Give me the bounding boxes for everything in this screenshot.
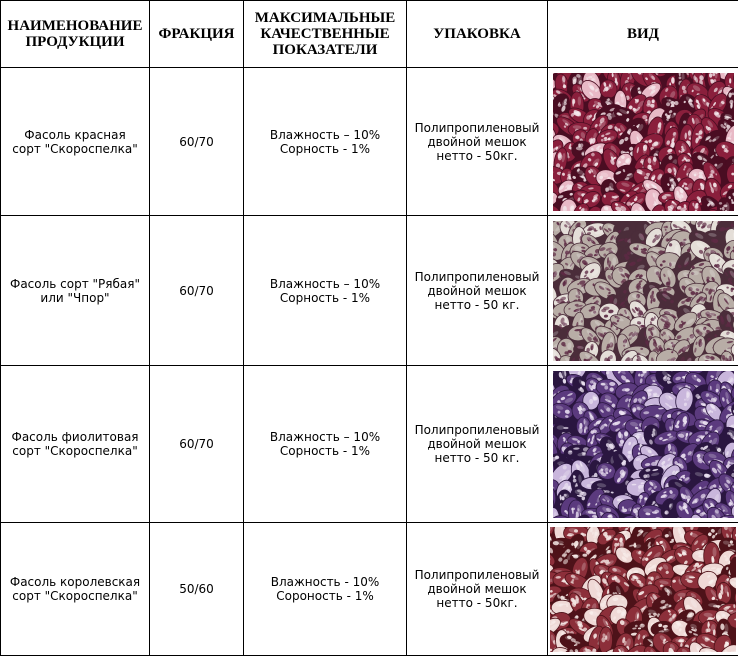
packaging-value: Полипропиленовый двойной мешок нетто - 50 кг. xyxy=(407,366,548,523)
speckled-beans-photo xyxy=(553,221,734,361)
fraction-value: 50/60 xyxy=(150,523,244,656)
header-quality: МАКСИМАЛЬНЫЕ КАЧЕСТВЕННЫЕ ПОКАЗАТЕЛИ xyxy=(244,1,407,68)
product-name: Фасоль фиолитовая сорт "Скороспелка" xyxy=(1,366,150,523)
violet-beans-photo xyxy=(553,371,734,518)
header-view: ВИД xyxy=(548,1,738,68)
quality-values: Влажность - 10% Сороность - 1% xyxy=(244,523,407,656)
quality-values: Влажность – 10% Сорность - 1% xyxy=(244,366,407,523)
table-row xyxy=(1,68,738,216)
photo-cell xyxy=(548,366,738,523)
header-row xyxy=(1,1,738,68)
photo-cell xyxy=(548,216,738,366)
photo-cell xyxy=(548,68,738,216)
fraction-value: 60/70 xyxy=(150,216,244,366)
royal-beans-photo xyxy=(550,527,736,652)
red-beans-photo xyxy=(553,73,734,211)
product-name: Фасоль сорт "Рябая" или "Чпор" xyxy=(1,216,150,366)
product-name: Фасоль королевская сорт "Скороспелка" xyxy=(1,523,150,656)
fraction-value: 60/70 xyxy=(150,366,244,523)
packaging-value: Полипропиленовый двойной мешок нетто - 50кг. xyxy=(407,68,548,216)
header-packaging: УПАКОВКА xyxy=(407,1,548,68)
quality-values: Влажность – 10% Сорность - 1% xyxy=(244,216,407,366)
header-fraction: ФРАКЦИЯ xyxy=(150,1,244,68)
product-name: Фасоль красная сорт "Скороспелка" xyxy=(1,68,150,216)
table-row xyxy=(1,216,738,366)
fraction-value: 60/70 xyxy=(150,68,244,216)
table-row xyxy=(1,523,738,656)
photo-cell xyxy=(548,523,738,656)
packaging-value: Полипропиленовый двойной мешок нетто - 50 кг. xyxy=(407,216,548,366)
header-name: НАИМЕНОВАНИЕ ПРОДУКЦИИ xyxy=(1,1,150,68)
quality-values: Влажность – 10% Сорность - 1% xyxy=(244,68,407,216)
table-row xyxy=(1,366,738,523)
packaging-value: Полипропиленовый двойной мешок нетто - 50кг. xyxy=(407,523,548,656)
